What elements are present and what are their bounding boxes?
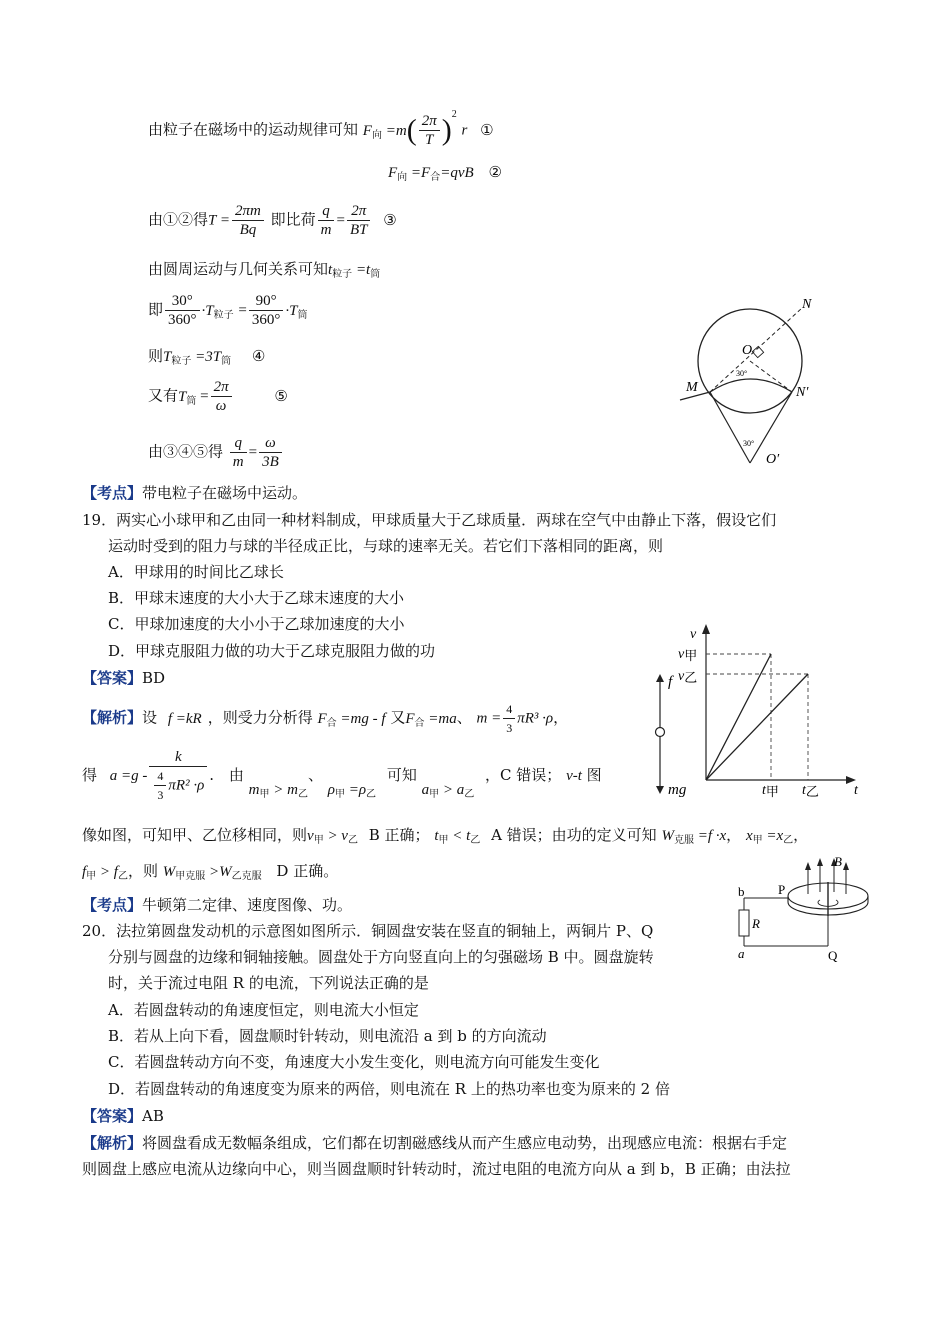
q20-stem-1: 20．法拉第圆盘发动机的示意图如图所示．铜圆盘安装在竖直的铜轴上，两铜片 P、Q xyxy=(82,922,654,940)
derivation-line-1: 由粒子在磁场中的运动规律可知 $F_向 =m$( $\frac{2\pi}{T}$ )$^2$ r ① xyxy=(148,108,494,148)
radius-dashed-2 xyxy=(750,361,792,392)
q19-option-b: B．甲球末速度的大小大于乙球末速度的大小 xyxy=(108,589,405,607)
q19-jiexi-line-4: $f_甲 > f_乙$，则 $W_{甲克服} >W_{乙克服}$ D 正确。 xyxy=(82,862,339,882)
label-Q: Q xyxy=(828,948,838,963)
ball xyxy=(656,728,665,737)
label-v: v xyxy=(690,627,697,642)
label-a: a xyxy=(738,946,745,961)
q19-jiexi-line-3: 像如图，可知甲、乙位移相同，则$v_甲 > v_乙$ B 正确； $t_甲 < t_乙$ A 错误；由功的定义可知 $W_{克服} =f \cdot x$， $x_甲 =x_乙$， xyxy=(82,826,809,846)
angle-label-1: 30° xyxy=(736,369,748,378)
q19-option-c: C．甲球加速度的大小小于乙球加速度的大小 xyxy=(108,615,405,633)
angle-label-2: 30° xyxy=(743,439,755,448)
kaodian-2: 【考点】牛顿第二定律、速度图像、功。 xyxy=(82,896,353,914)
derivation-line-3: 由①②得T = $\frac{2\pi m}{Bq}$ 即比荷 $\frac{q}{m}$ = $\frac{2\pi}{BT}$ ③ xyxy=(148,203,397,238)
kaodian-1: 【考点】带电粒子在磁场中运动。 xyxy=(82,484,308,502)
derivation-line-5: 即 $\frac{30^\circ}{360^\circ}$ $\cdot T_{粒子}$ = $\frac{90^\circ}{360^\circ}$ $\cdot T_筒$ xyxy=(148,293,308,328)
q20-option-b: B．若从上向下看，圆盘顺时针转动，则电流沿 a 到 b 的方向流动 xyxy=(108,1027,547,1045)
q19-stem-2: 运动时受到的阻力与球的半径成正比，与球的速率无关。若它们下落相同的距离，则 xyxy=(108,537,664,555)
q19-option-d: D．甲球克服阻力做的功大于乙球克服阻力做的功 xyxy=(108,642,436,660)
label-O: O xyxy=(742,343,753,358)
resistor xyxy=(739,910,749,936)
line-jia xyxy=(706,654,771,780)
q20-option-d: D．若圆盘转动的角速度变为原来的两倍，则电流在 R 上的热功率也变为原来的 2 倍 xyxy=(108,1080,670,1098)
label-f: f xyxy=(668,674,673,690)
label-M: M xyxy=(686,380,698,395)
q19-jiexi-line-1: 【解析】设 f =kR ，则受力分析得 $F_合 =mg - f$ 又$F_合 =ma$、 m = $\frac{4}{3}$ πR³ ·ρ， xyxy=(82,702,569,735)
derivation-line-8: 由③④⑤得 $\frac{q}{m}$ = $\frac{\omega}{3B}$ xyxy=(148,434,284,471)
q19-answer: 【答案】BD xyxy=(82,669,166,687)
q20-stem-2: 分别与圆盘的边缘和铜轴接触。圆盘处于方向竖直向上的匀强磁场 B 中。圆盘旋转 xyxy=(108,948,654,966)
q20-option-a: A．若圆盘转动的角速度恒定，则电流大小恒定 xyxy=(108,1001,419,1019)
q20-stem-3: 时，关于流过电阻 R 的电流，下列说法正确的是 xyxy=(108,974,429,992)
q20-jiexi-2: 则圆盘上感应电流从边缘向中心，则当圆盘顺时针转动时，流过电阻的电流方向从 a 到 b，B 正确；由法拉 xyxy=(82,1160,791,1178)
label-tyi: t乙 xyxy=(802,783,819,799)
label-b: b xyxy=(738,884,745,899)
label-t: t xyxy=(854,783,858,798)
q20-answer: 【答案】AB xyxy=(82,1107,164,1125)
derivation-line-2: $F_向 =F_合=qvB$ ② xyxy=(388,163,502,183)
q20-jiexi-1: 【解析】将圆盘看成无数幅条组成，它们都在切割磁感线从而产生感应电动势，出现感应电流：根据右手定 xyxy=(82,1134,788,1152)
q19-jiexi-line-2: 得 a =g - k $\frac{4}{3}$ πR² ·ρ . 由 $m_甲 > m_乙$、 $\rho_甲 =\rho_乙$ 可知 $a_甲 > a_乙$ ，C 错误； v-t 图 xyxy=(82,749,602,802)
magnetic-field-figure xyxy=(670,288,850,473)
v-axis-head xyxy=(702,624,710,634)
label-tjia: t甲 xyxy=(762,783,779,799)
label-R: R xyxy=(752,916,760,931)
cone-left xyxy=(710,392,750,463)
derivation-line-4: 由圆周运动与几何关系可知$t_{粒子} =t_筒$ xyxy=(148,260,381,280)
line-yi xyxy=(706,674,808,780)
formula: $F_向 =m$ xyxy=(362,122,407,141)
derivation-line-6: 则$T_{粒子} =3T_筒$ ④ xyxy=(148,347,266,367)
q20-option-c: C．若圆盘转动方向不变，角速度大小发生变化，则电流方向可能发生变化 xyxy=(108,1053,600,1071)
label-mg: mg xyxy=(668,782,687,798)
faraday-disk-figure xyxy=(730,852,880,964)
force-arrow-up-head xyxy=(656,674,664,682)
label-N: N xyxy=(802,297,812,312)
label-vyi: v乙 xyxy=(678,669,698,685)
vt-graph-figure xyxy=(640,620,870,806)
label-P: P xyxy=(778,882,786,897)
label-B: B xyxy=(834,854,842,869)
q19-option-a: A．甲球用的时间比乙球长 xyxy=(108,563,284,581)
label-vjia: v甲 xyxy=(678,647,698,663)
derivation-line-7: 又有$T_筒$ = $\frac{2\pi}{\omega}$ ⑤ xyxy=(148,379,288,414)
force-arrow-down-head xyxy=(656,786,664,794)
label-O-prime: O′ xyxy=(766,452,780,467)
q19-stem-1: 19．两实心小球甲和乙由同一种材料制成，甲球质量大于乙球质量．两球在空气中由静止下落，假设它们 xyxy=(82,511,777,529)
label-N-prime: N′ xyxy=(796,385,809,400)
